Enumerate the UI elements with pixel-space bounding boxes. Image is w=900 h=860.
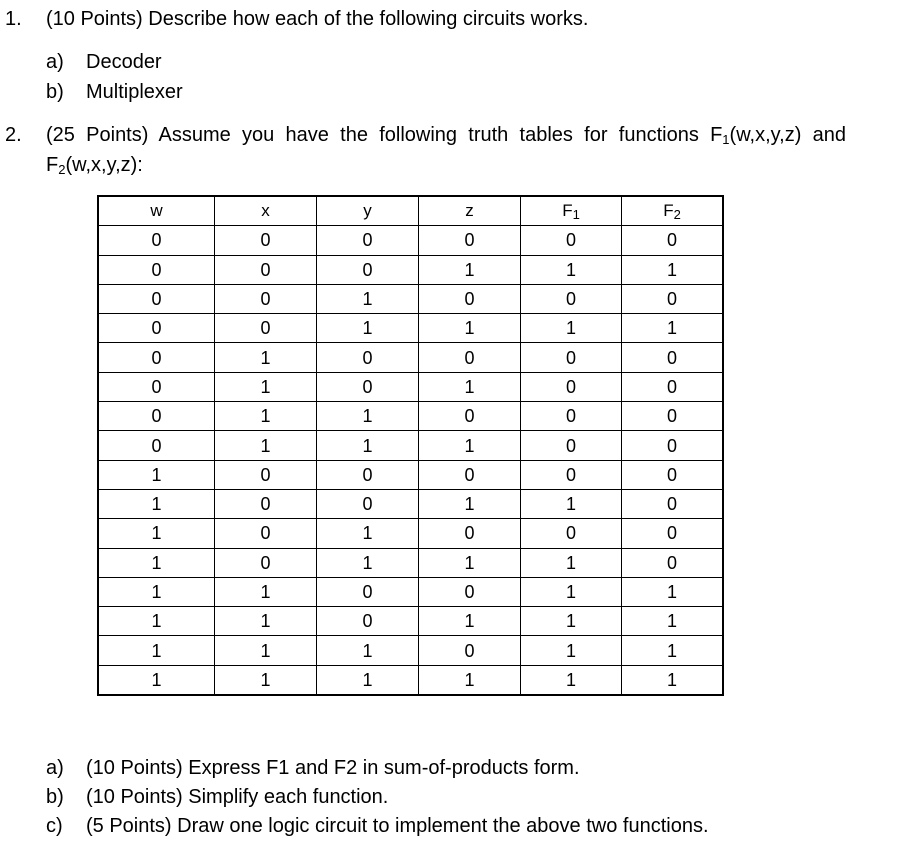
table-cell-y: 0 <box>317 343 419 372</box>
table-cell-f2: 0 <box>622 372 724 401</box>
table-cell-f2: 0 <box>622 284 724 313</box>
header-f1 <box>521 196 622 226</box>
table-cell-y: 0 <box>317 460 419 489</box>
table-cell-x: 1 <box>215 577 317 606</box>
table-cell-w: 1 <box>98 636 215 665</box>
table-cell-f2: 0 <box>622 343 724 372</box>
table-cell-y: 0 <box>317 489 419 518</box>
table-cell-z: 0 <box>419 577 521 606</box>
table-cell-x: 1 <box>215 402 317 431</box>
table-cell-y: 1 <box>317 548 419 577</box>
table-cell-y: 1 <box>317 431 419 460</box>
table-cell-x: 1 <box>215 343 317 372</box>
question-2b-letter: b) <box>46 786 64 808</box>
table-cell-z: 0 <box>419 226 521 255</box>
header-f1-subscript: 1 <box>572 207 580 223</box>
table-cell-z: 1 <box>419 372 521 401</box>
table-cell-z: 0 <box>419 636 521 665</box>
table-cell-x: 1 <box>215 372 317 401</box>
header-f2-label: F <box>663 201 674 221</box>
table-cell-f1: 1 <box>521 636 622 665</box>
table-cell-w: 1 <box>98 577 215 606</box>
table-cell-x: 0 <box>215 314 317 343</box>
question-2a-text: (10 Points) Express F1 and F2 in sum-of-products form. <box>86 757 580 779</box>
table-cell-x: 0 <box>215 460 317 489</box>
table-cell-w: 0 <box>98 226 215 255</box>
question-2c-text: (5 Points) Draw one logic circuit to implement the above two functions. <box>86 815 709 837</box>
table-cell-f2: 1 <box>622 577 724 606</box>
table-cell-f1: 1 <box>521 665 622 695</box>
table-cell-f1: 0 <box>521 284 622 313</box>
f2-letter: F <box>46 154 59 176</box>
question-2-intro-line-2 <box>46 154 143 177</box>
truth-table <box>97 195 724 696</box>
table-cell-w: 0 <box>98 343 215 372</box>
table-cell-f2: 1 <box>622 665 724 695</box>
table-cell-w: 1 <box>98 548 215 577</box>
header-z <box>419 196 521 226</box>
table-cell-w: 0 <box>98 284 215 313</box>
question-2-number: 2. <box>5 124 22 146</box>
table-cell-w: 0 <box>98 431 215 460</box>
f1-subscript: 1 <box>722 132 730 147</box>
question-2-intro-part-2: (w,x,y,z) and <box>729 124 846 146</box>
table-cell-x: 0 <box>215 255 317 284</box>
table-row <box>98 226 723 255</box>
header-x-label: x <box>261 201 270 221</box>
table-cell-z: 1 <box>419 665 521 695</box>
table-cell-z: 0 <box>419 460 521 489</box>
table-cell-y: 1 <box>317 284 419 313</box>
header-y-label: y <box>363 201 372 221</box>
header-w <box>98 196 215 226</box>
table-cell-z: 0 <box>419 284 521 313</box>
header-y <box>317 196 419 226</box>
table-row <box>98 607 723 636</box>
table-cell-f2: 0 <box>622 548 724 577</box>
question-2a-letter: a) <box>46 757 64 779</box>
table-cell-w: 0 <box>98 255 215 284</box>
table-row <box>98 636 723 665</box>
header-f2 <box>622 196 724 226</box>
table-row <box>98 548 723 577</box>
table-row <box>98 343 723 372</box>
table-cell-x: 0 <box>215 548 317 577</box>
question-1b-text: Multiplexer <box>86 81 183 103</box>
truth-table-header-row <box>98 196 723 226</box>
table-cell-w: 1 <box>98 607 215 636</box>
table-cell-w: 0 <box>98 314 215 343</box>
table-cell-f2: 0 <box>622 489 724 518</box>
table-cell-x: 1 <box>215 607 317 636</box>
table-row <box>98 489 723 518</box>
table-cell-f2: 0 <box>622 431 724 460</box>
table-cell-f1: 0 <box>521 519 622 548</box>
table-cell-y: 0 <box>317 372 419 401</box>
header-z-label: z <box>465 201 474 221</box>
header-f1-label: F <box>562 201 573 221</box>
table-cell-f1: 1 <box>521 548 622 577</box>
table-cell-x: 1 <box>215 431 317 460</box>
question-2c-letter: c) <box>46 815 63 837</box>
table-row <box>98 460 723 489</box>
table-row <box>98 372 723 401</box>
table-row <box>98 519 723 548</box>
table-cell-x: 0 <box>215 519 317 548</box>
table-cell-f1: 1 <box>521 607 622 636</box>
header-f2-subscript: 2 <box>673 207 681 223</box>
question-1-number: 1. <box>5 8 22 30</box>
table-cell-z: 1 <box>419 431 521 460</box>
question-1-text: (10 Points) Describe how each of the following circuits works. <box>46 8 589 30</box>
table-row <box>98 431 723 460</box>
table-cell-f2: 1 <box>622 607 724 636</box>
table-cell-w: 1 <box>98 519 215 548</box>
question-2-intro-part-1: (25 Points) Assume you have the following truth tables for functions F <box>46 124 723 146</box>
table-cell-y: 1 <box>317 314 419 343</box>
table-cell-w: 1 <box>98 665 215 695</box>
header-x <box>215 196 317 226</box>
question-2-intro-part-3: (w,x,y,z): <box>65 154 143 176</box>
table-cell-f1: 0 <box>521 402 622 431</box>
table-cell-f1: 0 <box>521 372 622 401</box>
header-w-label: w <box>150 201 163 221</box>
table-cell-f1: 1 <box>521 489 622 518</box>
table-row <box>98 402 723 431</box>
table-row <box>98 577 723 606</box>
table-cell-x: 0 <box>215 284 317 313</box>
table-cell-w: 0 <box>98 372 215 401</box>
table-row <box>98 665 723 695</box>
table-cell-f1: 1 <box>521 577 622 606</box>
table-cell-z: 0 <box>419 402 521 431</box>
table-cell-z: 0 <box>419 519 521 548</box>
table-cell-f2: 1 <box>622 636 724 665</box>
question-1b-letter: b) <box>46 81 64 103</box>
table-cell-z: 1 <box>419 255 521 284</box>
table-cell-x: 1 <box>215 665 317 695</box>
table-cell-f2: 0 <box>622 402 724 431</box>
table-cell-y: 0 <box>317 226 419 255</box>
question-2-intro-line-1 <box>46 124 846 147</box>
table-cell-f1: 0 <box>521 226 622 255</box>
table-cell-f1: 1 <box>521 255 622 284</box>
table-cell-f1: 0 <box>521 343 622 372</box>
table-cell-x: 1 <box>215 636 317 665</box>
question-1a-letter: a) <box>46 51 64 73</box>
question-1a-text: Decoder <box>86 51 162 73</box>
table-cell-x: 0 <box>215 226 317 255</box>
table-cell-f2: 0 <box>622 519 724 548</box>
table-cell-f2: 0 <box>622 226 724 255</box>
table-cell-z: 1 <box>419 548 521 577</box>
table-cell-f2: 1 <box>622 314 724 343</box>
table-cell-y: 0 <box>317 255 419 284</box>
table-cell-w: 1 <box>98 489 215 518</box>
table-row <box>98 255 723 284</box>
table-cell-f1: 0 <box>521 460 622 489</box>
table-cell-y: 0 <box>317 607 419 636</box>
table-cell-f2: 0 <box>622 460 724 489</box>
table-cell-f1: 1 <box>521 314 622 343</box>
question-2b-text: (10 Points) Simplify each function. <box>86 786 389 808</box>
table-row <box>98 284 723 313</box>
table-cell-y: 1 <box>317 402 419 431</box>
table-cell-z: 1 <box>419 489 521 518</box>
table-cell-z: 1 <box>419 314 521 343</box>
table-cell-z: 0 <box>419 343 521 372</box>
table-cell-x: 0 <box>215 489 317 518</box>
table-cell-y: 1 <box>317 519 419 548</box>
table-cell-y: 1 <box>317 665 419 695</box>
table-cell-w: 1 <box>98 460 215 489</box>
table-cell-y: 0 <box>317 577 419 606</box>
table-cell-f2: 1 <box>622 255 724 284</box>
table-cell-w: 0 <box>98 402 215 431</box>
table-cell-f1: 0 <box>521 431 622 460</box>
table-cell-y: 1 <box>317 636 419 665</box>
truth-table-body <box>98 226 723 695</box>
table-row <box>98 314 723 343</box>
f2-subscript: 2 <box>58 162 66 177</box>
table-cell-z: 1 <box>419 607 521 636</box>
